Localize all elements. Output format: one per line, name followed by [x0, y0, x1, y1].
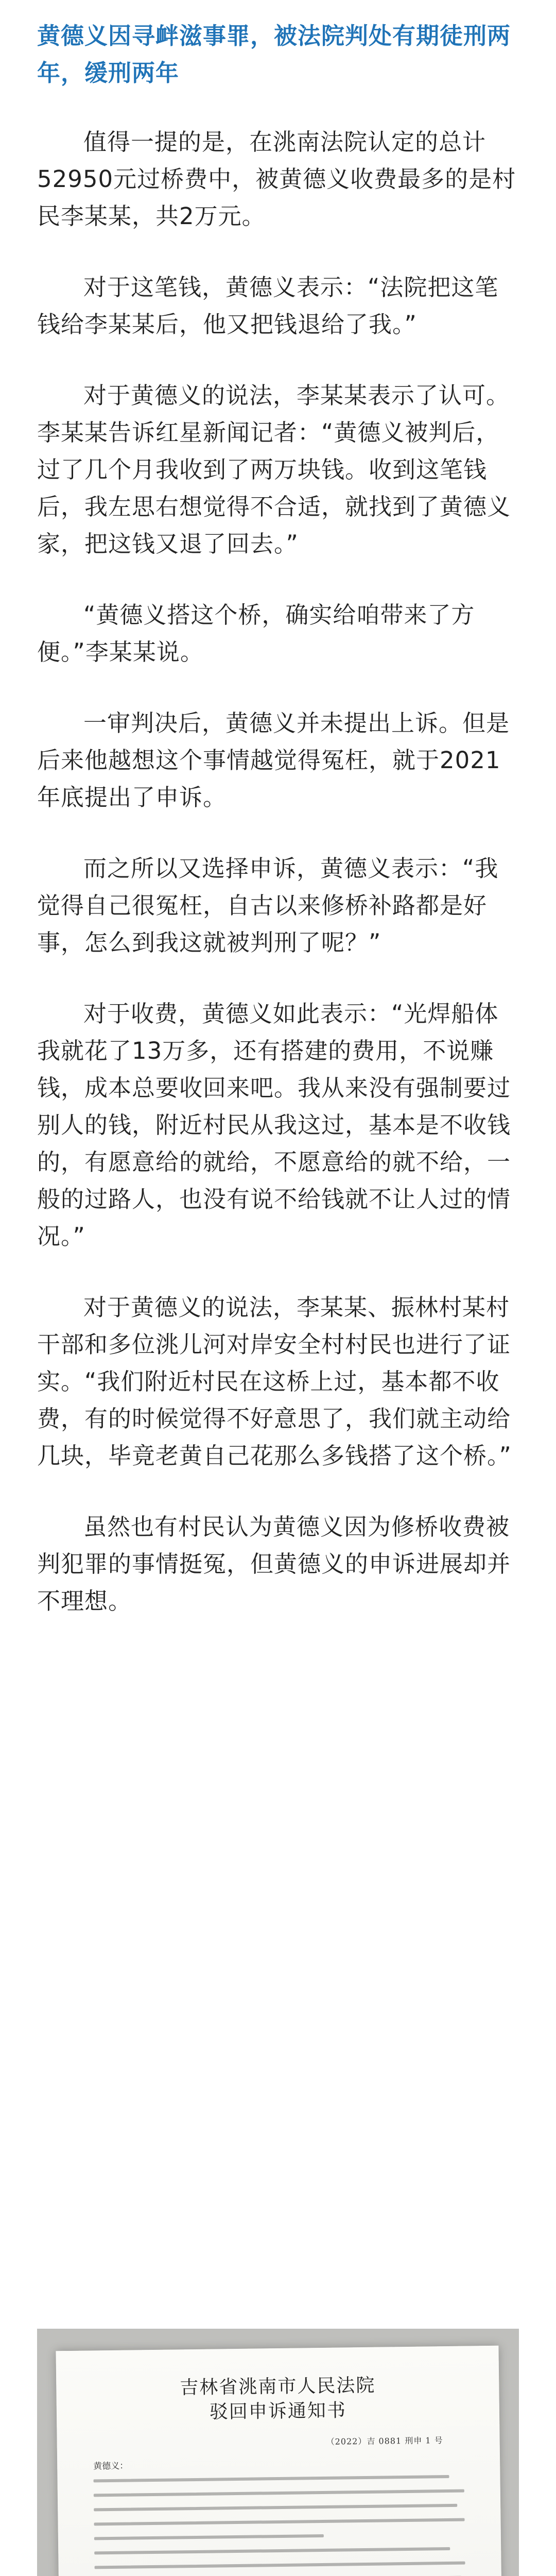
paragraph-3: 对于黄德义的说法，李某某表示了认可。李某某告诉红星新闻记者：“黄德义被判后，过了几个月我收到了两万块钱。收到这笔钱后，我左思右想觉得不合适，就找到了黄德义家，把这钱又退了回去。” [37, 382, 511, 557]
court-notice-photo [37, 2329, 519, 2576]
paragraph-1: 值得一提的是，在洮南法院认定的总计52950元过桥费中，被黄德义收费最多的是村民李某某，共2万元。 [37, 128, 516, 230]
section-subheading: 黄德义因寻衅滋事罪，被法院判处有期徒刑两年，缓刑两年 [37, 22, 511, 87]
paragraph-4: “黄德义搭这个桥，确实给咱带来了方便。”李某某说。 [37, 601, 475, 666]
document-title-notice: 驳回申诉通知书 [209, 2400, 347, 2423]
paragraph-7: 对于收费，黄德义如此表示：“光焊船体我就花了13万多，还有搭建的费用，不说赚钱，成本总要收回来吧。我从来没有强制要过别人的钱，附近村民从我这过，基本是不收钱的，有愿意给的就给，不愿意给的就不给，一般的过路人，也没有说不给钱就不让人过的情况。” [37, 1000, 511, 1250]
paragraph-9: 虽然也有村民认为黄德义因为修桥收费被判犯罪的事情挺冤，但黄德义的申诉进展却并不理想。 [37, 1513, 511, 1615]
document-salutation: 黄德义： [93, 2461, 129, 2472]
document-case-number: （2022）吉 0881 刑申 1 号 [326, 2435, 443, 2447]
document-body-text [94, 2475, 468, 2576]
document-title-court: 吉林省洮南市人民法院 [180, 2375, 376, 2399]
paragraph-8: 对于黄德义的说法，李某某、振林村某村干部和多位洮儿河对岸安全村村民也进行了证实。“我们附近村民在这桥上过，基本都不收费，有的时候觉得不好意思了，我们就主动给几块，毕竟老黄自己花那么多钱搭了这个桥。” [37, 1294, 512, 1469]
paragraph-5: 一审判决后，黄德义并未提出上诉。但是后来他越想这个事情越觉得冤枉，就于2021年底提出了申诉。 [37, 709, 510, 811]
paragraph-2: 对于这笔钱，黄德义表示：“法院把这笔钱给李某某后，他又把钱退给了我。” [37, 274, 499, 338]
paragraph-6: 而之所以又选择申诉，黄德义表示：“我觉得自己很冤枉，自古以来修桥补路都是好事，怎么到我这就被判刑了呢？” [37, 855, 499, 956]
court-notice-document [56, 2346, 506, 2576]
